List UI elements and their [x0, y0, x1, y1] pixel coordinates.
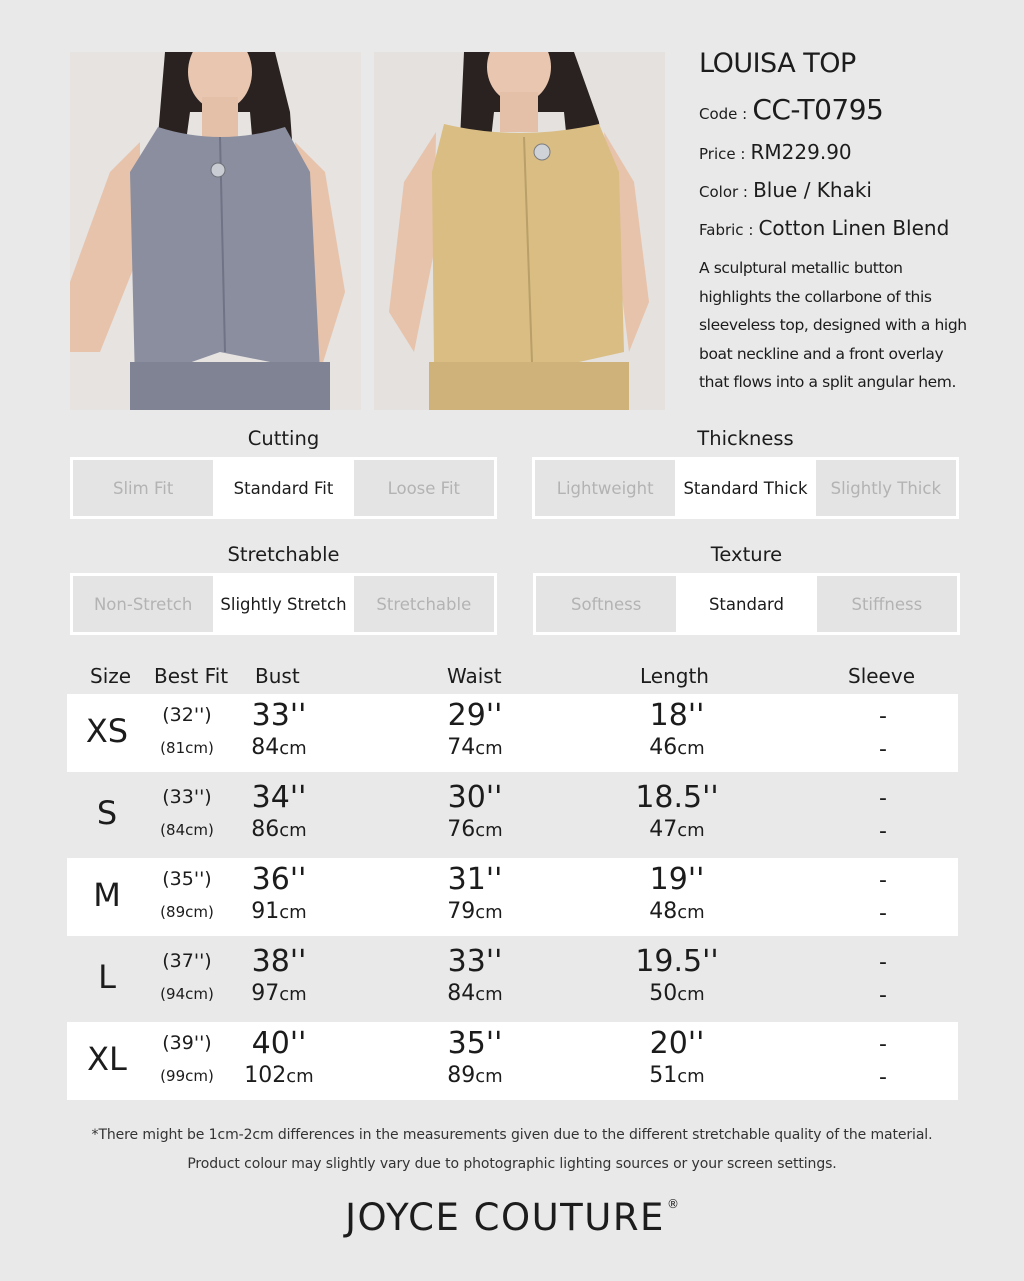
bust-inches: 36'': [251, 862, 307, 897]
sleeve-cm: -: [879, 1065, 887, 1090]
length-cm-value: 50: [649, 981, 678, 1006]
cm-unit: cm: [677, 738, 705, 759]
product-description: A sculptural metallic button highlights the collarbone of this sleeveless top, designed with a high boat neckline and a front overlay that flows into a split angular hem.: [699, 259, 967, 391]
bust-cm: [229, 899, 329, 924]
product-color: [699, 178, 999, 202]
sleeve-cm: -: [879, 901, 887, 926]
bust-cm: [229, 981, 329, 1006]
cm-unit: cm: [475, 738, 503, 759]
cm-unit: cm: [279, 738, 307, 759]
length-cm-value: 48: [649, 899, 678, 924]
cutting-option: Loose Fit: [387, 478, 461, 498]
cutting-option: Standard Fit: [213, 460, 353, 516]
stretchable-title: Stretchable: [227, 543, 340, 566]
thickness-option: Lightweight: [556, 478, 654, 498]
product-title: LOUISA TOP: [699, 48, 856, 79]
bust-cm-value: 91: [251, 899, 280, 924]
best-fit-inches: (35''): [162, 868, 212, 890]
waist-inches: 33'': [447, 944, 503, 979]
code-value: CC-T0795: [752, 93, 884, 126]
length-cm: [619, 817, 735, 842]
texture-options: [533, 573, 960, 635]
size-chart-table: [67, 660, 958, 1100]
sleeve-inches: -: [879, 1032, 887, 1057]
texture-title: Texture: [710, 543, 783, 566]
thickness-scale: [532, 427, 959, 519]
table-row: [67, 940, 958, 1018]
texture-scale: [533, 543, 960, 635]
size-label: S: [96, 794, 118, 832]
cm-unit: cm: [279, 984, 307, 1005]
texture-option: Stiffness: [851, 594, 923, 614]
cutting-options: [70, 457, 497, 519]
length-cm-value: 47: [649, 817, 678, 842]
bust-inches: 38'': [251, 944, 307, 979]
size-label: L: [98, 958, 116, 996]
best-fit-cm: (81cm): [160, 739, 214, 757]
cutting-scale: [70, 427, 497, 519]
texture-option: Softness: [570, 594, 642, 614]
product-code: [699, 93, 999, 126]
best-fit-inches: (37''): [162, 950, 212, 972]
colour-note: Product colour may slightly vary due to photographic lighting sources or your screen settings.: [187, 1156, 837, 1172]
table-row: [67, 694, 958, 772]
best-fit-inches: (32''): [162, 704, 212, 726]
stretchable-option: Stretchable: [376, 594, 472, 614]
cutting-option: Slim Fit: [113, 478, 174, 498]
best-fit-inches: (33''): [162, 786, 212, 808]
waist-cm: [425, 899, 525, 924]
brand-logo: [0, 1196, 1024, 1239]
product-info: [699, 48, 999, 397]
waist-cm-value: 74: [447, 735, 476, 760]
header-waist: Waist: [447, 664, 502, 688]
length-inches: 19.5'': [635, 944, 719, 979]
header-length: Length: [640, 664, 709, 688]
thickness-title: Thickness: [697, 427, 794, 450]
brand-name: JOYCE COUTURE: [345, 1196, 665, 1239]
waist-inches: 29'': [447, 698, 503, 733]
thickness-options: [532, 457, 959, 519]
bust-cm-value: 86: [251, 817, 280, 842]
waist-cm: [425, 981, 525, 1006]
length-inches: 18'': [649, 698, 705, 733]
size-label: XS: [85, 712, 129, 750]
waist-cm: [425, 735, 525, 760]
fabric-value: Cotton Linen Blend: [758, 216, 950, 240]
fabric-label: Fabric :: [699, 221, 754, 239]
length-cm-value: 46: [649, 735, 678, 760]
cm-unit: cm: [475, 1066, 503, 1087]
waist-cm-value: 89: [447, 1063, 476, 1088]
thickness-option: Standard Thick: [675, 460, 815, 516]
waist-cm-value: 79: [447, 899, 476, 924]
stretchable-scale: [70, 543, 497, 635]
product-price: [699, 140, 999, 164]
size-label: M: [93, 876, 121, 914]
bust-cm: [229, 817, 329, 842]
best-fit-cm: (94cm): [160, 985, 214, 1003]
cm-unit: cm: [475, 820, 503, 841]
model-khaki-photo: [374, 52, 665, 410]
color-value: Blue / Khaki: [753, 178, 872, 202]
cm-unit: cm: [279, 902, 307, 923]
length-inches: 19'': [649, 862, 705, 897]
bust-cm: [229, 735, 329, 760]
waist-inches: 35'': [447, 1026, 503, 1061]
cutting-title: Cutting: [247, 427, 320, 450]
bust-inches: 33'': [251, 698, 307, 733]
best-fit-inches: (39''): [162, 1032, 212, 1054]
table-header: [67, 660, 958, 694]
waist-inches: 30'': [447, 780, 503, 815]
stretchable-option: Slightly Stretch: [213, 576, 353, 632]
code-label: Code :: [699, 105, 748, 123]
bust-cm-value: 102: [244, 1063, 287, 1088]
bust-inches: 40'': [251, 1026, 307, 1061]
bust-cm-value: 97: [251, 981, 280, 1006]
table-row: [67, 776, 958, 854]
header-size: Size: [90, 664, 132, 688]
cm-unit: cm: [279, 820, 307, 841]
sleeve-cm: -: [879, 983, 887, 1008]
header-bust: Bust: [255, 664, 300, 688]
product-fabric: [699, 216, 999, 240]
header-best-fit: Best Fit: [154, 664, 229, 688]
size-label: XL: [87, 1040, 127, 1078]
registered-mark: ®: [666, 1197, 679, 1211]
best-fit-cm: (89cm): [160, 903, 214, 921]
bust-cm-value: 84: [251, 735, 280, 760]
price-label: Price :: [699, 145, 746, 163]
cm-unit: cm: [677, 820, 705, 841]
bust-inches: 34'': [251, 780, 307, 815]
sleeve-cm: -: [879, 819, 887, 844]
bust-cm: [229, 1063, 329, 1088]
cm-unit: cm: [677, 984, 705, 1005]
sleeve-cm: -: [879, 737, 887, 762]
cm-unit: cm: [286, 1066, 314, 1087]
cm-unit: cm: [677, 902, 705, 923]
stretchable-options: [70, 573, 497, 635]
best-fit-cm: (99cm): [160, 1067, 214, 1085]
header-sleeve: Sleeve: [848, 664, 916, 688]
measurement-note: *There might be 1cm-2cm differences in the measurements given due to the different stretchable quality of the material.: [91, 1127, 933, 1143]
sleeve-inches: -: [879, 868, 887, 893]
cm-unit: cm: [475, 984, 503, 1005]
cm-unit: cm: [677, 1066, 705, 1087]
length-cm: [619, 899, 735, 924]
length-cm: [619, 1063, 735, 1088]
color-label: Color :: [699, 183, 748, 201]
texture-option: Standard: [676, 576, 816, 632]
best-fit-cm: (84cm): [160, 821, 214, 839]
waist-cm: [425, 1063, 525, 1088]
table-row: [67, 858, 958, 936]
model-blue-photo: [70, 52, 361, 410]
length-cm: [619, 735, 735, 760]
waist-cm-value: 84: [447, 981, 476, 1006]
sleeve-inches: -: [879, 704, 887, 729]
waist-cm-value: 76: [447, 817, 476, 842]
waist-cm: [425, 817, 525, 842]
length-cm-value: 51: [649, 1063, 678, 1088]
sleeve-inches: -: [879, 786, 887, 811]
length-cm: [619, 981, 735, 1006]
sleeve-inches: -: [879, 950, 887, 975]
length-inches: 20'': [649, 1026, 705, 1061]
stretchable-option: Non-Stretch: [93, 594, 193, 614]
thickness-option: Slightly Thick: [830, 478, 942, 498]
price-value: RM229.90: [750, 140, 852, 164]
length-inches: 18.5'': [635, 780, 719, 815]
table-row: [67, 1022, 958, 1100]
waist-inches: 31'': [447, 862, 503, 897]
cm-unit: cm: [475, 902, 503, 923]
